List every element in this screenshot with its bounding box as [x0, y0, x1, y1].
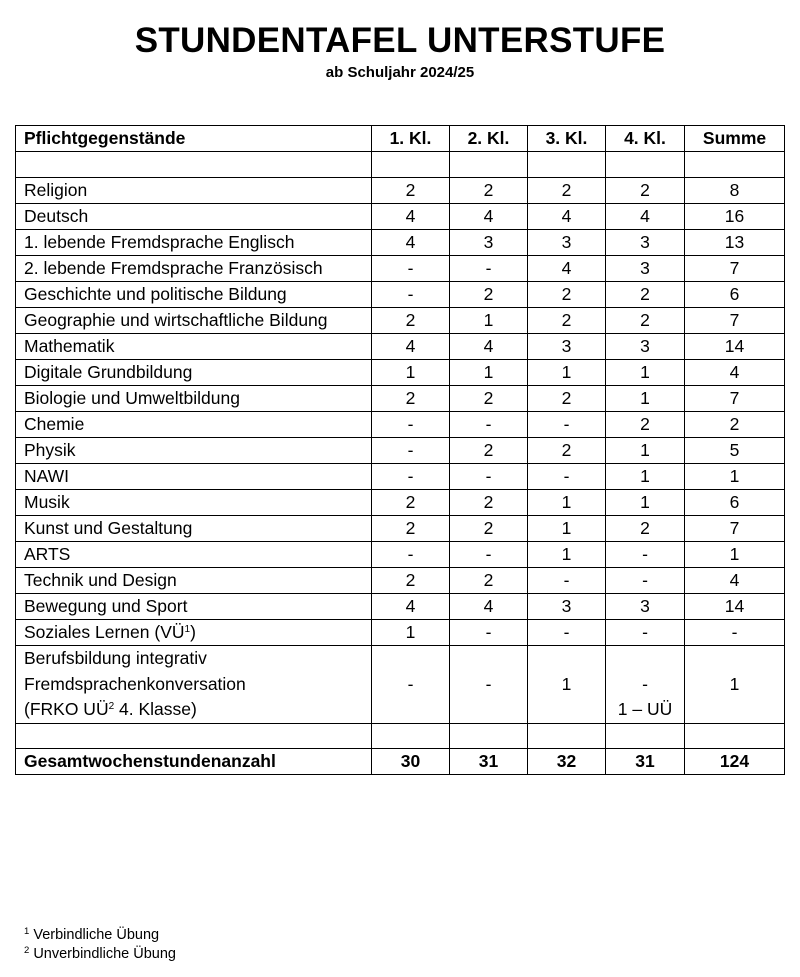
class-3-cell: 1	[528, 359, 606, 385]
class-2-cell: 4	[450, 333, 528, 359]
class-1-cell: -	[372, 463, 450, 489]
class-4-cell: -	[606, 619, 685, 645]
subject-cell: NAWI	[16, 463, 372, 489]
class-2-cell: 4	[450, 203, 528, 229]
class-2-cell: 1	[450, 307, 528, 333]
class-1-cell: 1	[372, 359, 450, 385]
table-row	[16, 359, 785, 385]
class-1-cell: -	[372, 671, 450, 697]
subject-cell: Kunst und Gestaltung	[16, 515, 372, 541]
sum-cell: 1	[685, 541, 785, 567]
header-sum: Summe	[685, 126, 785, 152]
class-3-cell: 2	[528, 281, 606, 307]
table-row	[16, 385, 785, 411]
page-subtitle: ab Schuljahr 2024/25	[325, 64, 475, 81]
class-3-cell: -	[528, 463, 606, 489]
class-4-cell: 3	[606, 229, 685, 255]
total-class-1: 30	[372, 749, 450, 775]
subject-cell: Soziales Lernen $(VÜ^1)$	[16, 619, 372, 645]
class-2-cell: 2	[450, 177, 528, 203]
table-row	[16, 515, 785, 541]
class-1-cell: 1	[372, 619, 450, 645]
class-3-cell: 4	[528, 255, 606, 281]
subject-cell: Geschichte und politische Bildung	[16, 281, 372, 307]
subject-cell: Chemie	[16, 411, 372, 437]
sum-cell: 6	[685, 281, 785, 307]
table-row	[16, 593, 785, 619]
sum-cell: 5	[685, 437, 785, 463]
class-4-cell: -	[606, 541, 685, 567]
total-class-3: 32	[528, 749, 606, 775]
subject-cell: (FRKO $UÜ^2$ 4. Klasse)	[16, 697, 372, 723]
class-1-cell: -	[372, 437, 450, 463]
subject-cell: ARTS	[16, 541, 372, 567]
sum-cell: 8	[685, 177, 785, 203]
class-2-cell: 2	[450, 385, 528, 411]
header-class-2: 2. Kl.	[450, 126, 528, 152]
total-label: Gesamtwochenstundenanzahl	[16, 749, 372, 775]
table-row	[16, 567, 785, 593]
table-row	[16, 255, 785, 281]
subject-cell: Berufsbildung integrativ	[16, 645, 372, 671]
class-2-cell: 1	[450, 359, 528, 385]
class-2-cell: 2	[450, 567, 528, 593]
class-4-cell: 1	[606, 463, 685, 489]
class-1-cell: -	[372, 281, 450, 307]
sum-cell: 16	[685, 203, 785, 229]
class-2-cell: 2	[450, 281, 528, 307]
subject-cell: Biologie und Umweltbildung	[16, 385, 372, 411]
class-4-cell: 1	[606, 437, 685, 463]
sum-cell: 7	[685, 385, 785, 411]
table-row	[16, 541, 785, 567]
class-1-cell: 2	[372, 515, 450, 541]
class-4-cell: 3	[606, 255, 685, 281]
table-row	[16, 281, 785, 307]
class-1-cell: 2	[372, 177, 450, 203]
sum-cell: 7	[685, 255, 785, 281]
class-1-cell: -	[372, 255, 450, 281]
class-2-cell: -	[450, 619, 528, 645]
footnote-2: $^2$ Unverbindliche Übung	[24, 945, 176, 962]
class-1-cell: 4	[372, 203, 450, 229]
class-4-cell: 1 – UÜ	[606, 697, 685, 723]
subject-cell: Deutsch	[16, 203, 372, 229]
subject-cell: 2. lebende Fremdsprache Französisch	[16, 255, 372, 281]
subject-cell: Bewegung und Sport	[16, 593, 372, 619]
subject-cell: Physik	[16, 437, 372, 463]
sum-cell: -	[685, 619, 785, 645]
sum-cell: 7	[685, 515, 785, 541]
header-subject: Pflichtgegenstände	[16, 126, 372, 152]
table-row-frko-note	[16, 697, 785, 723]
class-3-cell: 3	[528, 593, 606, 619]
class-2-cell: 4	[450, 593, 528, 619]
class-2-cell: -	[450, 463, 528, 489]
class-3-cell: 3	[528, 333, 606, 359]
sum-cell: 2	[685, 411, 785, 437]
class-3-cell: -	[528, 411, 606, 437]
sum-cell: 6	[685, 489, 785, 515]
subject-cell: Religion	[16, 177, 372, 203]
class-4-cell: 3	[606, 593, 685, 619]
class-4-cell: 3	[606, 333, 685, 359]
header-class-4: 4. Kl.	[606, 126, 685, 152]
subject-cell: Musik	[16, 489, 372, 515]
sum-cell: 13	[685, 229, 785, 255]
class-4-cell: 2	[606, 281, 685, 307]
table-row	[16, 333, 785, 359]
class-2-cell: 2	[450, 437, 528, 463]
class-4-cell: 2	[606, 177, 685, 203]
sum-cell: 14	[685, 333, 785, 359]
class-4-cell: 1	[606, 359, 685, 385]
class-4-cell: 1	[606, 489, 685, 515]
spacer-row	[16, 152, 785, 178]
class-4-cell: 2	[606, 515, 685, 541]
class-3-cell: 1	[528, 671, 606, 697]
table-row	[16, 437, 785, 463]
class-2-cell: -	[450, 411, 528, 437]
class-4-cell: -	[606, 671, 685, 697]
class-4-cell: 4	[606, 203, 685, 229]
header-class-1: 1. Kl.	[372, 126, 450, 152]
total-class-2: 31	[450, 749, 528, 775]
sum-cell: 4	[685, 359, 785, 385]
class-1-cell: 4	[372, 333, 450, 359]
table-row-frko	[16, 671, 785, 697]
table-row	[16, 177, 785, 203]
class-4-cell: 2	[606, 307, 685, 333]
class-2-cell: 3	[450, 229, 528, 255]
class-3-cell: 4	[528, 203, 606, 229]
class-3-cell: 1	[528, 515, 606, 541]
class-1-cell: 4	[372, 593, 450, 619]
footnote-1: $^1$ Verbindliche Übung	[24, 926, 160, 943]
table-row-total	[16, 749, 785, 775]
class-1-cell: 2	[372, 385, 450, 411]
class-2-cell: -	[450, 671, 528, 697]
subject-cell: Fremdsprachenkonversation	[16, 671, 372, 697]
sum-cell: 4	[685, 567, 785, 593]
subject-cell: Technik und Design	[16, 567, 372, 593]
class-2-cell: 2	[450, 515, 528, 541]
class-3-cell: 2	[528, 385, 606, 411]
subject-cell: Digitale Grundbildung	[16, 359, 372, 385]
spacer-row	[16, 723, 785, 749]
table-row	[16, 203, 785, 229]
class-2-cell: -	[450, 541, 528, 567]
class-1-cell: 2	[372, 307, 450, 333]
sum-cell: 1	[685, 671, 785, 697]
class-3-cell: 2	[528, 437, 606, 463]
footnotes	[24, 926, 176, 964]
page-title: STUNDENTAFEL UNTERSTUFE	[134, 21, 666, 60]
class-3-cell: -	[528, 619, 606, 645]
timetable	[15, 125, 785, 775]
subject-cell: 1. lebende Fremdsprache Englisch	[16, 229, 372, 255]
class-1-cell: -	[372, 411, 450, 437]
class-2-cell: 2	[450, 489, 528, 515]
table-header-row	[16, 126, 785, 152]
class-2-cell: -	[450, 255, 528, 281]
class-1-cell: -	[372, 541, 450, 567]
header-class-3: 3. Kl.	[528, 126, 606, 152]
class-3-cell: 2	[528, 307, 606, 333]
class-4-cell: -	[606, 567, 685, 593]
subject-cell: Mathematik	[16, 333, 372, 359]
class-1-cell: 4	[372, 229, 450, 255]
class-1-cell: 2	[372, 489, 450, 515]
sum-cell: 14	[685, 593, 785, 619]
table-row	[16, 463, 785, 489]
class-3-cell: -	[528, 567, 606, 593]
class-1-cell: 2	[372, 567, 450, 593]
table-row-berufsbildung	[16, 645, 785, 671]
table-row-soziales	[16, 619, 785, 645]
total-class-4: 31	[606, 749, 685, 775]
sum-cell: 1	[685, 463, 785, 489]
total-sum: 124	[685, 749, 785, 775]
class-3-cell: 2	[528, 177, 606, 203]
table-row	[16, 307, 785, 333]
subject-cell: Geographie und wirtschaftliche Bildung	[16, 307, 372, 333]
sum-cell: 7	[685, 307, 785, 333]
class-3-cell: 1	[528, 541, 606, 567]
table-row	[16, 489, 785, 515]
table-row	[16, 229, 785, 255]
class-3-cell: 1	[528, 489, 606, 515]
class-4-cell: 2	[606, 411, 685, 437]
class-4-cell: 1	[606, 385, 685, 411]
class-3-cell: 3	[528, 229, 606, 255]
table-row	[16, 411, 785, 437]
